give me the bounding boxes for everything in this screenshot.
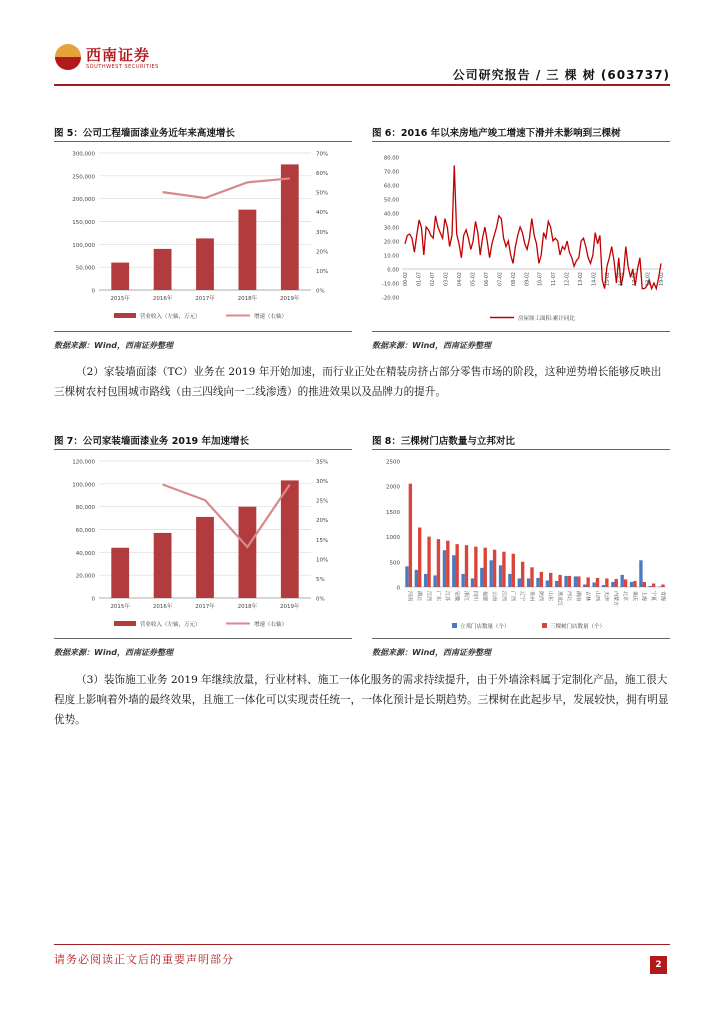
bar [555, 581, 558, 587]
y-tick-label: 0 [91, 596, 95, 603]
x-tick-label: 上海 [640, 591, 647, 602]
legend-swatch [114, 621, 136, 626]
bar [527, 578, 530, 587]
y-tick-label: 60.00 [383, 183, 399, 190]
x-tick-label: 北京 [621, 591, 628, 602]
y2-tick-label: 5% [316, 576, 325, 583]
bar [196, 517, 214, 598]
y-tick-label: 100,000 [72, 242, 95, 249]
bar [490, 560, 493, 587]
fig5-chart [54, 143, 354, 326]
y2-tick-label: 20% [316, 518, 329, 525]
company-name: 西南证券 [86, 46, 151, 64]
x-tick-label: 14-02 [592, 272, 598, 286]
fig5-source: 数据来源：Wind，西南证券整理 [54, 341, 173, 350]
fig7-chart [54, 451, 354, 634]
y2-tick-label: 20% [316, 249, 329, 256]
y-tick-label: -10.00 [381, 281, 399, 288]
paragraph-2: （2）家装墙面漆（TC）业务在 2019 年开始加速，而行业正处在精装房挤占部分零售市场的阶段，这种逆势增长能够反映出三棵树农村包围城市路线（由三四线向一二线渗透）的推进效果以及品牌力的提升。 [54, 366, 662, 398]
bar [502, 552, 505, 587]
y-tick-label: 0.00 [387, 267, 399, 274]
x-tick-label: 广东 [434, 591, 441, 602]
x-tick-label: 19-02 [660, 272, 665, 286]
y2-tick-label: 35% [316, 459, 329, 466]
bar [549, 573, 552, 587]
bar [281, 164, 299, 290]
bar [574, 576, 577, 587]
y-tick-label: 30.00 [383, 225, 399, 232]
x-tick-label: 山西 [593, 591, 600, 602]
bar [512, 554, 515, 587]
x-tick-label: 2018年 [237, 296, 258, 302]
y-tick-label: 500 [389, 560, 400, 567]
x-tick-label: 02-07 [430, 272, 436, 286]
growth-line [163, 484, 290, 547]
bar [238, 507, 256, 598]
x-tick-label: 12-02 [565, 272, 571, 286]
bar [521, 562, 524, 587]
bar [418, 528, 421, 587]
bar [281, 480, 299, 598]
x-tick-label: 江苏 [444, 591, 451, 602]
y2-tick-label: 0% [316, 596, 325, 603]
fig7-bottom-rule [54, 638, 352, 639]
x-tick-label: 11-07 [552, 272, 558, 286]
bar [558, 575, 561, 587]
page-number: 2 [650, 956, 667, 974]
legend-label: 增速（右轴） [254, 314, 288, 320]
y2-tick-label: 15% [316, 537, 329, 544]
x-tick-label: 15-02 [606, 272, 612, 286]
y2-tick-label: 0% [316, 288, 325, 295]
fig5-title: 图 5：公司工程墙面漆业务近年来高速增长 [54, 128, 235, 139]
bar [536, 578, 539, 587]
y-tick-label: 2500 [386, 459, 400, 466]
fig7-title: 图 7：公司家装墙面漆业务 2019 年加速增长 [54, 436, 249, 447]
y-tick-label: 250,000 [72, 174, 95, 181]
legend-label: 房屋竣工面积:累计同比 [518, 316, 575, 322]
legend-label: 营业收入（左轴，万元） [140, 622, 201, 628]
bar [596, 578, 599, 587]
y-tick-label: 0 [396, 585, 400, 592]
legend-swatch [542, 623, 547, 628]
bar [471, 578, 474, 587]
x-tick-label: 2016年 [152, 296, 173, 302]
bar [661, 584, 664, 587]
fig8-bottom-rule [372, 638, 670, 639]
fig7-source: 数据来源：Wind，西南证券整理 [54, 648, 173, 657]
x-tick-label: 00-02 [404, 272, 409, 286]
y2-tick-label: 10% [316, 557, 329, 564]
bar [518, 578, 521, 587]
x-tick-label: 河南 [406, 591, 413, 602]
bar [564, 576, 567, 587]
x-tick-label: 18-02 [646, 272, 652, 286]
bar [111, 548, 129, 598]
x-tick-label: 09-02 [525, 272, 531, 286]
fig6-title-rule [372, 141, 670, 142]
report-title: 公司研究报告 / 三 棵 树 (603737) [452, 68, 670, 82]
fig7-title-rule [54, 449, 352, 450]
bar [630, 582, 633, 587]
y-tick-label: 60,000 [75, 528, 95, 534]
bar [409, 484, 412, 587]
company-name-en: SOUTHWEST SECURITIES [86, 64, 159, 70]
x-tick-label: 辽宁 [518, 591, 525, 602]
y-tick-label: -20.00 [381, 295, 399, 302]
disclaimer-note: 请务必阅读正文后的重要声明部分 [54, 953, 234, 966]
x-tick-label: 06-07 [484, 272, 490, 286]
x-tick-label: 2016年 [152, 604, 173, 610]
x-tick-label: 贵州 [528, 591, 535, 602]
x-tick-label: 湖南 [575, 591, 582, 602]
legend-swatch [452, 623, 457, 628]
x-tick-label: 2019年 [280, 604, 300, 610]
bar [461, 574, 464, 587]
x-tick-label: 天津 [603, 591, 610, 602]
y-tick-label: 50.00 [383, 197, 399, 204]
fig6-source: 数据来源：Wind，西南证券整理 [372, 341, 491, 350]
y-tick-label: 150,000 [72, 220, 95, 226]
x-tick-label: 07-02 [498, 272, 504, 286]
legend-label: 增速（右轴） [254, 622, 288, 628]
y2-tick-label: 10% [316, 268, 329, 275]
legend-swatch [114, 313, 136, 318]
y-tick-label: 1500 [386, 509, 400, 516]
bar [605, 578, 608, 587]
x-tick-label: 山东 [547, 591, 554, 602]
y2-tick-label: 60% [316, 171, 329, 178]
bar [154, 533, 172, 598]
y-tick-label: 70.00 [383, 169, 399, 176]
y-tick-label: 1000 [386, 535, 400, 542]
bar [633, 581, 636, 587]
bar [424, 574, 427, 587]
x-tick-label: 2019年 [280, 296, 300, 302]
x-tick-label: 湖北 [416, 591, 423, 602]
bar [652, 583, 655, 587]
bar [639, 560, 642, 587]
y2-tick-label: 70% [316, 151, 329, 158]
bar [615, 579, 618, 587]
bar [540, 572, 543, 587]
bar [111, 263, 129, 290]
fig8-chart [372, 451, 672, 634]
bar [443, 550, 446, 587]
y-tick-label: 40.00 [383, 211, 399, 218]
y-tick-label: 120,000 [72, 459, 95, 466]
bar [446, 541, 449, 587]
x-tick-label: 10-07 [538, 272, 544, 286]
x-tick-label: 浙江 [462, 591, 469, 602]
x-tick-label: 2018年 [237, 604, 258, 610]
bar [493, 550, 496, 587]
fig5-bottom-rule [54, 331, 352, 332]
bar [452, 555, 455, 587]
x-tick-label: 吉林 [584, 591, 591, 602]
footer-rule [54, 944, 670, 945]
company-logo-icon [55, 44, 81, 70]
series-line [405, 165, 661, 288]
bar [196, 238, 214, 290]
x-tick-label: 重庆 [631, 591, 638, 602]
legend-label: 立邦门店数量（个） [460, 624, 510, 630]
bar [621, 575, 624, 587]
x-tick-label: 江西 [500, 591, 507, 602]
legend-label: 三棵树门店数量（个） [550, 624, 606, 630]
x-tick-label: 内蒙古 [612, 591, 619, 607]
bar [568, 576, 571, 587]
bar [624, 579, 627, 587]
bar [465, 545, 468, 587]
y-tick-label: 100,000 [72, 482, 95, 489]
x-tick-label: 青海 [659, 591, 666, 602]
y-tick-label: 40,000 [75, 550, 95, 557]
bar [658, 586, 661, 587]
bar [602, 585, 605, 587]
y-tick-label: 300,000 [72, 151, 95, 158]
y-tick-label: 20,000 [75, 573, 95, 580]
x-tick-label: 01-07 [417, 272, 423, 286]
y-tick-label: 80,000 [75, 505, 95, 512]
y2-tick-label: 40% [316, 210, 329, 217]
bar [499, 565, 502, 587]
bar [530, 567, 533, 587]
bar [508, 574, 511, 587]
x-tick-label: 08-02 [511, 272, 517, 286]
bar [415, 570, 418, 587]
bar [546, 580, 549, 587]
bar [405, 566, 408, 587]
x-tick-label: 13-02 [579, 272, 585, 286]
x-tick-label: 05-02 [471, 272, 477, 286]
x-tick-label: 江西 [425, 591, 432, 602]
x-tick-label: 03-02 [444, 272, 450, 286]
fig6-bottom-rule [372, 331, 670, 332]
x-tick-label: 16-02 [619, 272, 625, 286]
bar [480, 568, 483, 587]
x-tick-label: 河北 [565, 591, 572, 602]
bar [649, 586, 652, 587]
x-tick-label: 04-02 [457, 272, 463, 286]
bar [592, 582, 595, 587]
y2-tick-label: 30% [316, 229, 329, 236]
bar [484, 548, 487, 587]
x-tick-label: 四川 [472, 591, 479, 602]
x-tick-label: 黑龙江 [556, 591, 563, 607]
fig8-source: 数据来源：Wind，西南证券整理 [372, 648, 491, 657]
y2-tick-label: 50% [316, 190, 329, 197]
x-tick-label: 福建 [481, 591, 488, 602]
x-tick-label: 17-02 [633, 272, 639, 286]
y-tick-label: 10.00 [383, 253, 399, 260]
paragraph-3: （3）装饰施工业务 2019 年继续放量，行业材料、施工一体化服务的需求持续提升，由于外墙涂料属于定制化产品，施工很大程度上影响着外墙的最终效果，且施工一体化可以实现责任统一，一体化预计是长期趋势。三棵树在此起步早，发展较快，拥有明显优势。 [54, 674, 669, 726]
fig5-title-rule [54, 141, 352, 142]
x-tick-label: 2015年 [110, 604, 130, 610]
bar [611, 582, 614, 587]
x-tick-label: 广西 [509, 591, 516, 602]
bar [433, 575, 436, 587]
y-tick-label: 0 [91, 288, 95, 295]
fig6-title: 图 6：2016 年以来房地产竣工增速下滑并未影响到三棵树 [372, 128, 621, 139]
x-tick-label: 宁夏 [649, 591, 656, 602]
x-tick-label: 陕西 [537, 591, 544, 602]
bar [437, 539, 440, 587]
bar [455, 544, 458, 587]
x-tick-label: 2015年 [110, 296, 130, 302]
bar [474, 547, 477, 587]
bar [238, 210, 256, 290]
bar [643, 582, 646, 587]
x-tick-label: 安徽 [453, 591, 460, 602]
y2-tick-label: 30% [316, 479, 329, 486]
y-tick-label: 2000 [386, 484, 400, 491]
x-tick-label: 云南 [490, 591, 497, 602]
y-tick-label: 200,000 [72, 197, 95, 204]
fig6-chart [372, 143, 672, 326]
bar [427, 537, 430, 587]
fig8-title: 图 8：三棵树门店数量与立邦对比 [372, 436, 515, 447]
growth-line [163, 178, 290, 198]
y2-tick-label: 25% [316, 498, 329, 505]
x-tick-label: 2017年 [195, 296, 215, 302]
bar [577, 576, 580, 587]
fig8-title-rule [372, 449, 670, 450]
y-tick-label: 20.00 [383, 239, 399, 246]
legend-label: 营业收入（左轴，万元） [140, 314, 201, 320]
y-tick-label: 80.00 [383, 155, 399, 162]
bar [583, 584, 586, 587]
x-tick-label: 2017年 [195, 604, 215, 610]
bar [154, 249, 172, 290]
header-rule [54, 84, 670, 86]
y-tick-label: 50,000 [75, 265, 95, 272]
bar [586, 577, 589, 587]
